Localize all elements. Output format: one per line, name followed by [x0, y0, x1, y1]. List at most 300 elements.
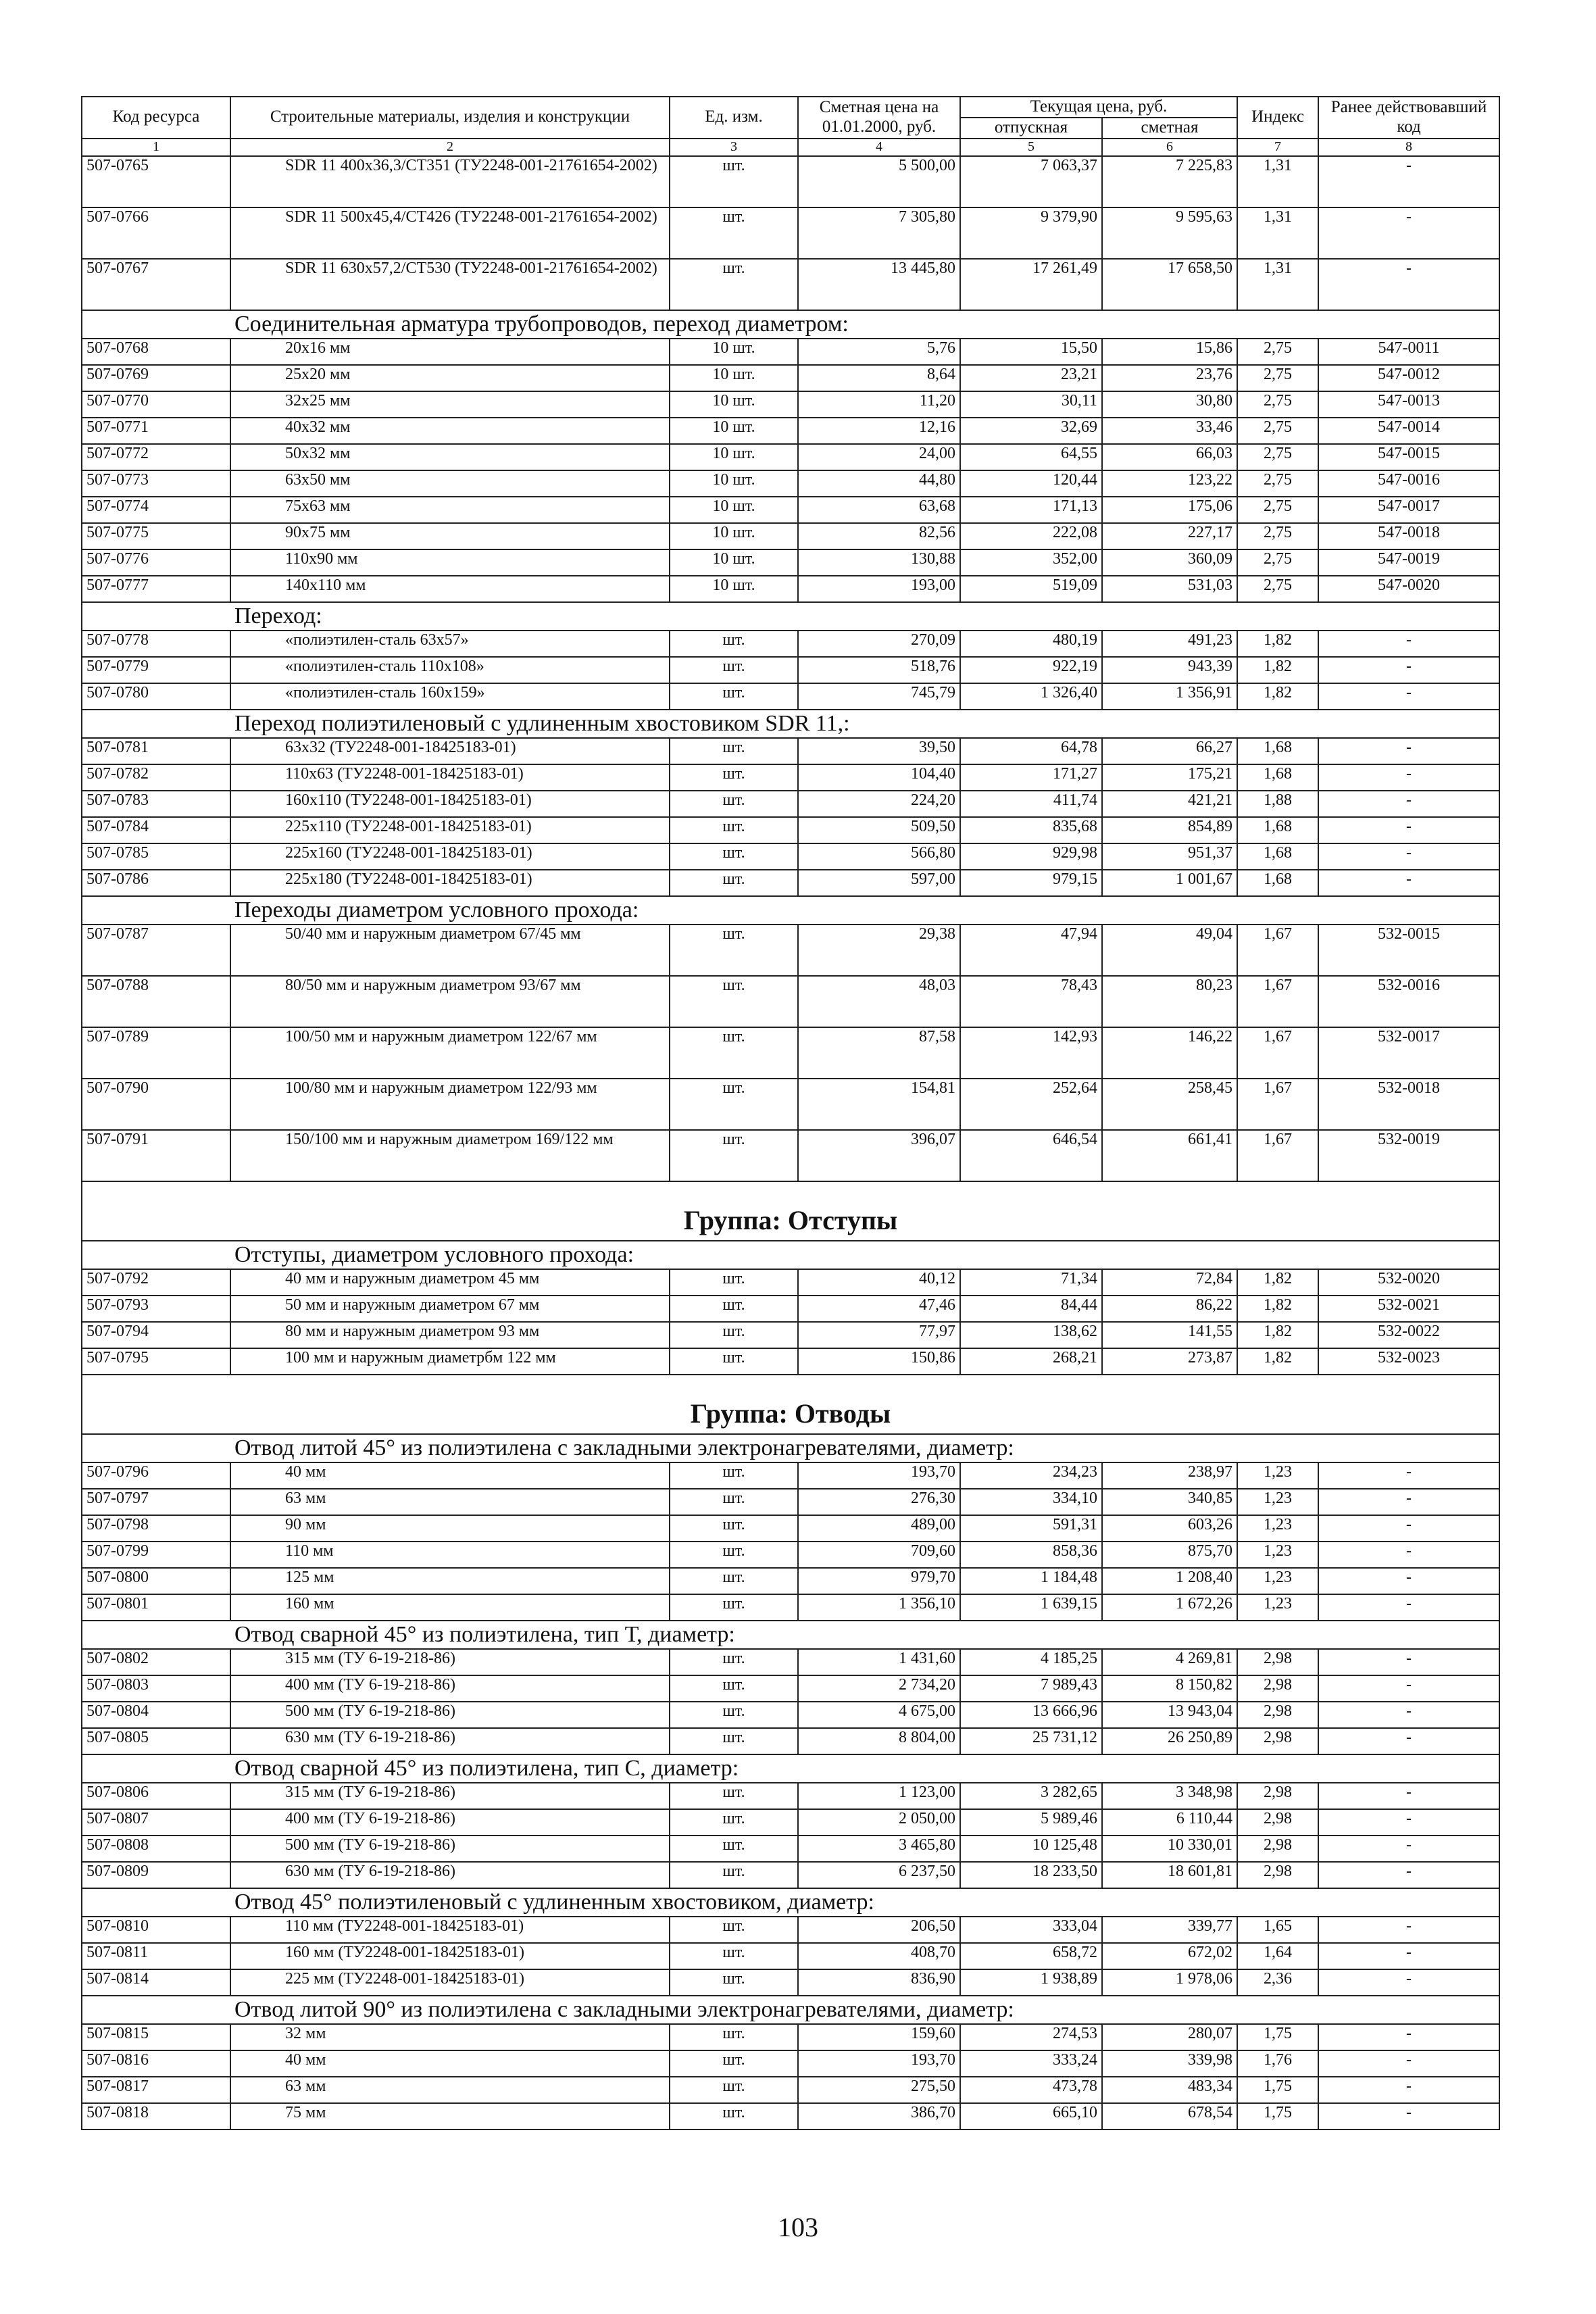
row-unit: шт. — [670, 976, 798, 1027]
section-title: Отвод 45° полиэтиленовый с удлиненным хвостовиком, диаметр: — [82, 1888, 1499, 1917]
row-code: 507-0796 — [82, 1462, 230, 1489]
row-index: 1,82 — [1237, 657, 1318, 683]
row-index: 1,68 — [1237, 843, 1318, 870]
row-prev-code: - — [1318, 738, 1499, 764]
row-prev-code: - — [1318, 1675, 1499, 1702]
row-code: 507-0767 — [82, 259, 230, 310]
table-row — [82, 764, 1499, 791]
row-estimate-price: 421,21 — [1102, 791, 1237, 817]
row-name: 80/50 мм и наружным диаметром 93/67 мм — [230, 976, 670, 1027]
row-prev-code: - — [1318, 2077, 1499, 2103]
row-name: 63 мм — [230, 1489, 670, 1515]
row-unit: шт. — [670, 1783, 798, 1809]
row-release-price: 1 639,15 — [960, 1594, 1102, 1621]
row-prev-code: 532-0015 — [1318, 925, 1499, 976]
row-code: 507-0782 — [82, 764, 230, 791]
row-name: 25х20 мм — [230, 365, 670, 391]
section-heading — [82, 310, 1499, 339]
row-release-price: 23,21 — [960, 365, 1102, 391]
table-row — [82, 418, 1499, 444]
row-release-price: 30,11 — [960, 391, 1102, 418]
row-release-price: 47,94 — [960, 925, 1102, 976]
row-estimate-price: 18 601,81 — [1102, 1862, 1237, 1888]
row-unit: шт. — [670, 1348, 798, 1375]
row-estimate-price: 23,76 — [1102, 365, 1237, 391]
row-code: 507-0804 — [82, 1702, 230, 1728]
row-est-price: 24,00 — [798, 444, 960, 470]
row-release-price: 665,10 — [960, 2103, 1102, 2130]
row-release-price: 171,27 — [960, 764, 1102, 791]
row-code: 507-0771 — [82, 418, 230, 444]
row-prev-code: 547-0019 — [1318, 549, 1499, 576]
row-prev-code: - — [1318, 657, 1499, 683]
table-row — [82, 1348, 1499, 1375]
row-code: 507-0787 — [82, 925, 230, 976]
row-index: 1,82 — [1237, 631, 1318, 657]
row-estimate-price: 678,54 — [1102, 2103, 1237, 2130]
row-release-price: 411,74 — [960, 791, 1102, 817]
row-prev-code: 532-0023 — [1318, 1348, 1499, 1375]
table-row — [82, 1809, 1499, 1836]
row-prev-code: - — [1318, 2050, 1499, 2077]
row-name: «полиэтилен-сталь 160х159» — [230, 683, 670, 710]
row-release-price: 473,78 — [960, 2077, 1102, 2103]
row-unit: шт. — [670, 738, 798, 764]
row-code: 507-0776 — [82, 549, 230, 576]
column-numbers — [82, 139, 1499, 156]
header-prev-code: Ранее действовавший код — [1318, 97, 1499, 139]
row-name: 160х110 (ТУ2248-001-18425183-01) — [230, 791, 670, 817]
row-name: 90 мм — [230, 1515, 670, 1542]
row-name: 110 мм — [230, 1542, 670, 1568]
table-row — [82, 2077, 1499, 2103]
row-index: 2,75 — [1237, 365, 1318, 391]
row-estimate-price: 13 943,04 — [1102, 1702, 1237, 1728]
row-name: 400 мм (ТУ 6-19-218-86) — [230, 1809, 670, 1836]
section-title: Переход полиэтиленовый с удлиненным хвостовиком SDR 11,: — [82, 710, 1499, 738]
header-code: Код ресурса — [82, 97, 230, 139]
table-row — [82, 1862, 1499, 1888]
row-release-price: 979,15 — [960, 870, 1102, 896]
row-estimate-price: 8 150,82 — [1102, 1675, 1237, 1702]
row-release-price: 13 666,96 — [960, 1702, 1102, 1728]
row-est-price: 159,60 — [798, 2024, 960, 2050]
row-code: 507-0794 — [82, 1322, 230, 1348]
row-release-price: 7 063,37 — [960, 156, 1102, 207]
row-name: 40х32 мм — [230, 418, 670, 444]
table-row — [82, 391, 1499, 418]
row-index: 2,75 — [1237, 444, 1318, 470]
row-estimate-price: 531,03 — [1102, 576, 1237, 602]
row-unit: 10 шт. — [670, 444, 798, 470]
row-release-price: 120,44 — [960, 470, 1102, 497]
row-est-price: 130,88 — [798, 549, 960, 576]
row-release-price: 17 261,49 — [960, 259, 1102, 310]
row-unit: шт. — [670, 1542, 798, 1568]
row-release-price: 519,09 — [960, 576, 1102, 602]
row-est-price: 745,79 — [798, 683, 960, 710]
row-est-price: 82,56 — [798, 523, 960, 549]
row-index: 2,98 — [1237, 1809, 1318, 1836]
row-code: 507-0775 — [82, 523, 230, 549]
row-est-price: 518,76 — [798, 657, 960, 683]
row-code: 507-0765 — [82, 156, 230, 207]
row-prev-code: - — [1318, 870, 1499, 896]
row-prev-code: 532-0020 — [1318, 1269, 1499, 1296]
row-release-price: 268,21 — [960, 1348, 1102, 1375]
table-row — [82, 1836, 1499, 1862]
row-prev-code: - — [1318, 207, 1499, 259]
row-code: 507-0803 — [82, 1675, 230, 1702]
row-code: 507-0795 — [82, 1348, 230, 1375]
row-est-price: 386,70 — [798, 2103, 960, 2130]
row-name: 225х180 (ТУ2248-001-18425183-01) — [230, 870, 670, 896]
row-index: 1,64 — [1237, 1943, 1318, 1969]
row-unit: 10 шт. — [670, 391, 798, 418]
row-release-price: 4 185,25 — [960, 1649, 1102, 1675]
row-code: 507-0818 — [82, 2103, 230, 2130]
row-code: 507-0785 — [82, 843, 230, 870]
table-row — [82, 207, 1499, 259]
row-name: «полиэтилен-сталь 63х57» — [230, 631, 670, 657]
row-code: 507-0769 — [82, 365, 230, 391]
row-est-price: 13 445,80 — [798, 259, 960, 310]
table-row — [82, 2050, 1499, 2077]
table-row — [82, 523, 1499, 549]
row-unit: шт. — [670, 1296, 798, 1322]
row-name: 500 мм (ТУ 6-19-218-86) — [230, 1702, 670, 1728]
row-est-price: 7 305,80 — [798, 207, 960, 259]
header-name: Строительные материалы, изделия и конструкции — [230, 97, 670, 139]
section-heading — [82, 1621, 1499, 1649]
row-unit: 10 шт. — [670, 365, 798, 391]
table-row — [82, 657, 1499, 683]
row-prev-code: - — [1318, 156, 1499, 207]
row-prev-code: 547-0018 — [1318, 523, 1499, 549]
row-name: 75х63 мм — [230, 497, 670, 523]
row-prev-code: 532-0016 — [1318, 976, 1499, 1027]
row-release-price: 334,10 — [960, 1489, 1102, 1515]
column-number: 1 — [82, 139, 230, 156]
row-est-price: 1 123,00 — [798, 1783, 960, 1809]
row-name: 140х110 мм — [230, 576, 670, 602]
column-number: 6 — [1102, 139, 1237, 156]
row-index: 1,82 — [1237, 1348, 1318, 1375]
row-code: 507-0768 — [82, 339, 230, 365]
row-est-price: 8,64 — [798, 365, 960, 391]
row-index: 1,23 — [1237, 1542, 1318, 1568]
row-index: 1,67 — [1237, 1027, 1318, 1079]
row-release-price: 1 184,48 — [960, 1568, 1102, 1594]
section-title: Отвод сварной 45° из полиэтилена, тип Т, диаметр: — [82, 1621, 1499, 1649]
section-heading — [82, 1888, 1499, 1917]
row-name: 50/40 мм и наружным диаметром 67/45 мм — [230, 925, 670, 976]
table-row — [82, 738, 1499, 764]
row-code: 507-0797 — [82, 1489, 230, 1515]
row-unit: шт. — [670, 2077, 798, 2103]
row-est-price: 193,00 — [798, 576, 960, 602]
section-title: Переходы диаметром условного прохода: — [82, 896, 1499, 925]
row-code: 507-0805 — [82, 1728, 230, 1754]
row-estimate-price: 227,17 — [1102, 523, 1237, 549]
row-code: 507-0790 — [82, 1079, 230, 1130]
row-estimate-price: 17 658,50 — [1102, 259, 1237, 310]
table-row — [82, 1515, 1499, 1542]
section-heading — [82, 1996, 1499, 2024]
page-number: 103 — [778, 2212, 818, 2242]
table-row — [82, 1649, 1499, 1675]
row-estimate-price: 80,23 — [1102, 976, 1237, 1027]
row-prev-code: - — [1318, 1649, 1499, 1675]
row-prev-code: 547-0013 — [1318, 391, 1499, 418]
row-est-price: 1 356,10 — [798, 1594, 960, 1621]
row-unit: шт. — [670, 1515, 798, 1542]
row-index: 1,31 — [1237, 156, 1318, 207]
section-heading — [82, 710, 1499, 738]
row-prev-code: - — [1318, 2024, 1499, 2050]
row-prev-code: - — [1318, 2103, 1499, 2130]
table-row — [82, 2024, 1499, 2050]
row-unit: шт. — [670, 1568, 798, 1594]
row-release-price: 3 282,65 — [960, 1783, 1102, 1809]
row-name: 110х63 (ТУ2248-001-18425183-01) — [230, 764, 670, 791]
row-release-price: 71,34 — [960, 1269, 1102, 1296]
row-name: 400 мм (ТУ 6-19-218-86) — [230, 1675, 670, 1702]
row-code: 507-0814 — [82, 1969, 230, 1996]
table-row — [82, 1728, 1499, 1754]
row-release-price: 333,04 — [960, 1917, 1102, 1943]
row-code: 507-0772 — [82, 444, 230, 470]
row-est-price: 193,70 — [798, 1462, 960, 1489]
row-estimate-price: 30,80 — [1102, 391, 1237, 418]
row-estimate-price: 175,06 — [1102, 497, 1237, 523]
row-unit: шт. — [670, 1969, 798, 1996]
row-est-price: 3 465,80 — [798, 1836, 960, 1862]
row-prev-code: - — [1318, 1702, 1499, 1728]
row-index: 1,88 — [1237, 791, 1318, 817]
row-code: 507-0800 — [82, 1568, 230, 1594]
column-number: 8 — [1318, 139, 1499, 156]
row-est-price: 29,38 — [798, 925, 960, 976]
table-row — [82, 339, 1499, 365]
row-est-price: 8 804,00 — [798, 1728, 960, 1754]
row-name: 63 мм — [230, 2077, 670, 2103]
row-est-price: 275,50 — [798, 2077, 960, 2103]
row-name: 32 мм — [230, 2024, 670, 2050]
row-index: 1,76 — [1237, 2050, 1318, 2077]
table-row — [82, 549, 1499, 576]
row-est-price: 396,07 — [798, 1130, 960, 1181]
row-code: 507-0766 — [82, 207, 230, 259]
row-unit: шт. — [670, 207, 798, 259]
row-est-price: 11,20 — [798, 391, 960, 418]
group-heading — [82, 1181, 1499, 1241]
row-prev-code: - — [1318, 1542, 1499, 1568]
row-prev-code: - — [1318, 843, 1499, 870]
row-index: 1,23 — [1237, 1515, 1318, 1542]
row-prev-code: - — [1318, 631, 1499, 657]
row-prev-code: - — [1318, 1594, 1499, 1621]
row-code: 507-0808 — [82, 1836, 230, 1862]
row-index: 2,98 — [1237, 1836, 1318, 1862]
row-prev-code: 547-0014 — [1318, 418, 1499, 444]
row-index: 1,67 — [1237, 925, 1318, 976]
row-estimate-price: 26 250,89 — [1102, 1728, 1237, 1754]
row-estimate-price: 943,39 — [1102, 657, 1237, 683]
table-row — [82, 470, 1499, 497]
row-prev-code: 532-0021 — [1318, 1296, 1499, 1322]
table-row — [82, 1079, 1499, 1130]
row-estimate-price: 340,85 — [1102, 1489, 1237, 1515]
price-table — [81, 96, 1500, 2130]
column-number: 3 — [670, 139, 798, 156]
row-estimate-price: 661,41 — [1102, 1130, 1237, 1181]
row-name: SDR 11 500х45,4/СТ426 (ТУ2248-001-21761654-2002) — [230, 207, 670, 259]
row-index: 1,23 — [1237, 1462, 1318, 1489]
row-name: 80 мм и наружным диаметром 93 мм — [230, 1322, 670, 1348]
section-heading — [82, 896, 1499, 925]
section-title: Переход: — [82, 602, 1499, 631]
row-release-price: 25 731,12 — [960, 1728, 1102, 1754]
row-code: 507-0770 — [82, 391, 230, 418]
column-number: 5 — [960, 139, 1102, 156]
row-prev-code: - — [1318, 1917, 1499, 1943]
table-row — [82, 497, 1499, 523]
row-release-price: 15,50 — [960, 339, 1102, 365]
row-name: 315 мм (ТУ 6-19-218-86) — [230, 1783, 670, 1809]
row-estimate-price: 66,27 — [1102, 738, 1237, 764]
row-index: 1,23 — [1237, 1489, 1318, 1515]
row-estimate-price: 339,77 — [1102, 1917, 1237, 1943]
row-prev-code: 532-0018 — [1318, 1079, 1499, 1130]
row-estimate-price: 66,03 — [1102, 444, 1237, 470]
section-title: Отвод сварной 45° из полиэтилена, тип С, диаметр: — [82, 1754, 1499, 1783]
row-est-price: 2 734,20 — [798, 1675, 960, 1702]
row-index: 2,98 — [1237, 1783, 1318, 1809]
row-prev-code: - — [1318, 764, 1499, 791]
row-release-price: 234,23 — [960, 1462, 1102, 1489]
row-index: 2,75 — [1237, 523, 1318, 549]
row-est-price: 836,90 — [798, 1969, 960, 1996]
row-estimate-price: 483,34 — [1102, 2077, 1237, 2103]
row-est-price: 5,76 — [798, 339, 960, 365]
row-name: 160 мм — [230, 1594, 670, 1621]
row-est-price: 270,09 — [798, 631, 960, 657]
row-estimate-price: 1 978,06 — [1102, 1969, 1237, 1996]
row-name: 225х160 (ТУ2248-001-18425183-01) — [230, 843, 670, 870]
header-index: Индекс — [1237, 97, 1318, 139]
row-code: 507-0783 — [82, 791, 230, 817]
row-prev-code: 547-0012 — [1318, 365, 1499, 391]
row-release-price: 858,36 — [960, 1542, 1102, 1568]
row-prev-code: - — [1318, 1943, 1499, 1969]
table-row — [82, 1322, 1499, 1348]
row-estimate-price: 280,07 — [1102, 2024, 1237, 2050]
row-index: 1,23 — [1237, 1594, 1318, 1621]
row-unit: шт. — [670, 1917, 798, 1943]
row-est-price: 597,00 — [798, 870, 960, 896]
table-row — [82, 631, 1499, 657]
table-row — [82, 870, 1499, 896]
row-index: 2,75 — [1237, 391, 1318, 418]
section-title: Отступы, диаметром условного прохода: — [82, 1241, 1499, 1269]
row-release-price: 929,98 — [960, 843, 1102, 870]
row-name: 100/80 мм и наружным диаметром 122/93 мм — [230, 1079, 670, 1130]
row-release-price: 646,54 — [960, 1130, 1102, 1181]
row-name: 63х50 мм — [230, 470, 670, 497]
row-estimate-price: 238,97 — [1102, 1462, 1237, 1489]
row-estimate-price: 72,84 — [1102, 1269, 1237, 1296]
row-release-price: 7 989,43 — [960, 1675, 1102, 1702]
row-estimate-price: 875,70 — [1102, 1542, 1237, 1568]
row-est-price: 77,97 — [798, 1322, 960, 1348]
row-est-price: 4 675,00 — [798, 1702, 960, 1728]
section-heading — [82, 1754, 1499, 1783]
row-estimate-price: 3 348,98 — [1102, 1783, 1237, 1809]
row-code: 507-0777 — [82, 576, 230, 602]
row-release-price: 142,93 — [960, 1027, 1102, 1079]
table-row — [82, 576, 1499, 602]
row-est-price: 5 500,00 — [798, 156, 960, 207]
row-release-price: 222,08 — [960, 523, 1102, 549]
row-index: 2,75 — [1237, 418, 1318, 444]
row-unit: шт. — [670, 1836, 798, 1862]
row-estimate-price: 7 225,83 — [1102, 156, 1237, 207]
table-row — [82, 1462, 1499, 1489]
row-estimate-price: 10 330,01 — [1102, 1836, 1237, 1862]
row-estimate-price: 1 672,26 — [1102, 1594, 1237, 1621]
row-name: 630 мм (ТУ 6-19-218-86) — [230, 1728, 670, 1754]
header-current-price: Текущая цена, руб. — [960, 97, 1237, 118]
row-name: 50х32 мм — [230, 444, 670, 470]
row-prev-code: - — [1318, 1783, 1499, 1809]
row-unit: шт. — [670, 1130, 798, 1181]
table-row — [82, 817, 1499, 843]
row-index: 1,68 — [1237, 870, 1318, 896]
row-prev-code: - — [1318, 1568, 1499, 1594]
section-heading — [82, 1241, 1499, 1269]
row-name: SDR 11 400х36,3/СТ351 (ТУ2248-001-21761654-2002) — [230, 156, 670, 207]
row-estimate-price: 1 208,40 — [1102, 1568, 1237, 1594]
table-row — [82, 1943, 1499, 1969]
row-est-price: 40,12 — [798, 1269, 960, 1296]
row-index: 1,67 — [1237, 1079, 1318, 1130]
row-index: 2,98 — [1237, 1728, 1318, 1754]
row-name: 630 мм (ТУ 6-19-218-86) — [230, 1862, 670, 1888]
row-index: 1,31 — [1237, 259, 1318, 310]
row-release-price: 658,72 — [960, 1943, 1102, 1969]
row-est-price: 47,46 — [798, 1296, 960, 1322]
row-code: 507-0810 — [82, 1917, 230, 1943]
row-index: 2,75 — [1237, 497, 1318, 523]
row-unit: шт. — [670, 1649, 798, 1675]
row-unit: 10 шт. — [670, 339, 798, 365]
row-index: 1,82 — [1237, 1322, 1318, 1348]
row-unit: шт. — [670, 631, 798, 657]
row-est-price: 489,00 — [798, 1515, 960, 1542]
row-name: 75 мм — [230, 2103, 670, 2130]
table-body — [82, 156, 1499, 2130]
row-prev-code: - — [1318, 1809, 1499, 1836]
table-row — [82, 1542, 1499, 1568]
section-title: Соединительная арматура трубопроводов, переход диаметром: — [82, 310, 1499, 339]
group-title: Группа: Отводы — [82, 1375, 1499, 1434]
row-est-price: 104,40 — [798, 764, 960, 791]
row-code: 507-0802 — [82, 1649, 230, 1675]
row-release-price: 171,13 — [960, 497, 1102, 523]
row-estimate-price: 273,87 — [1102, 1348, 1237, 1375]
table-row — [82, 1130, 1499, 1181]
